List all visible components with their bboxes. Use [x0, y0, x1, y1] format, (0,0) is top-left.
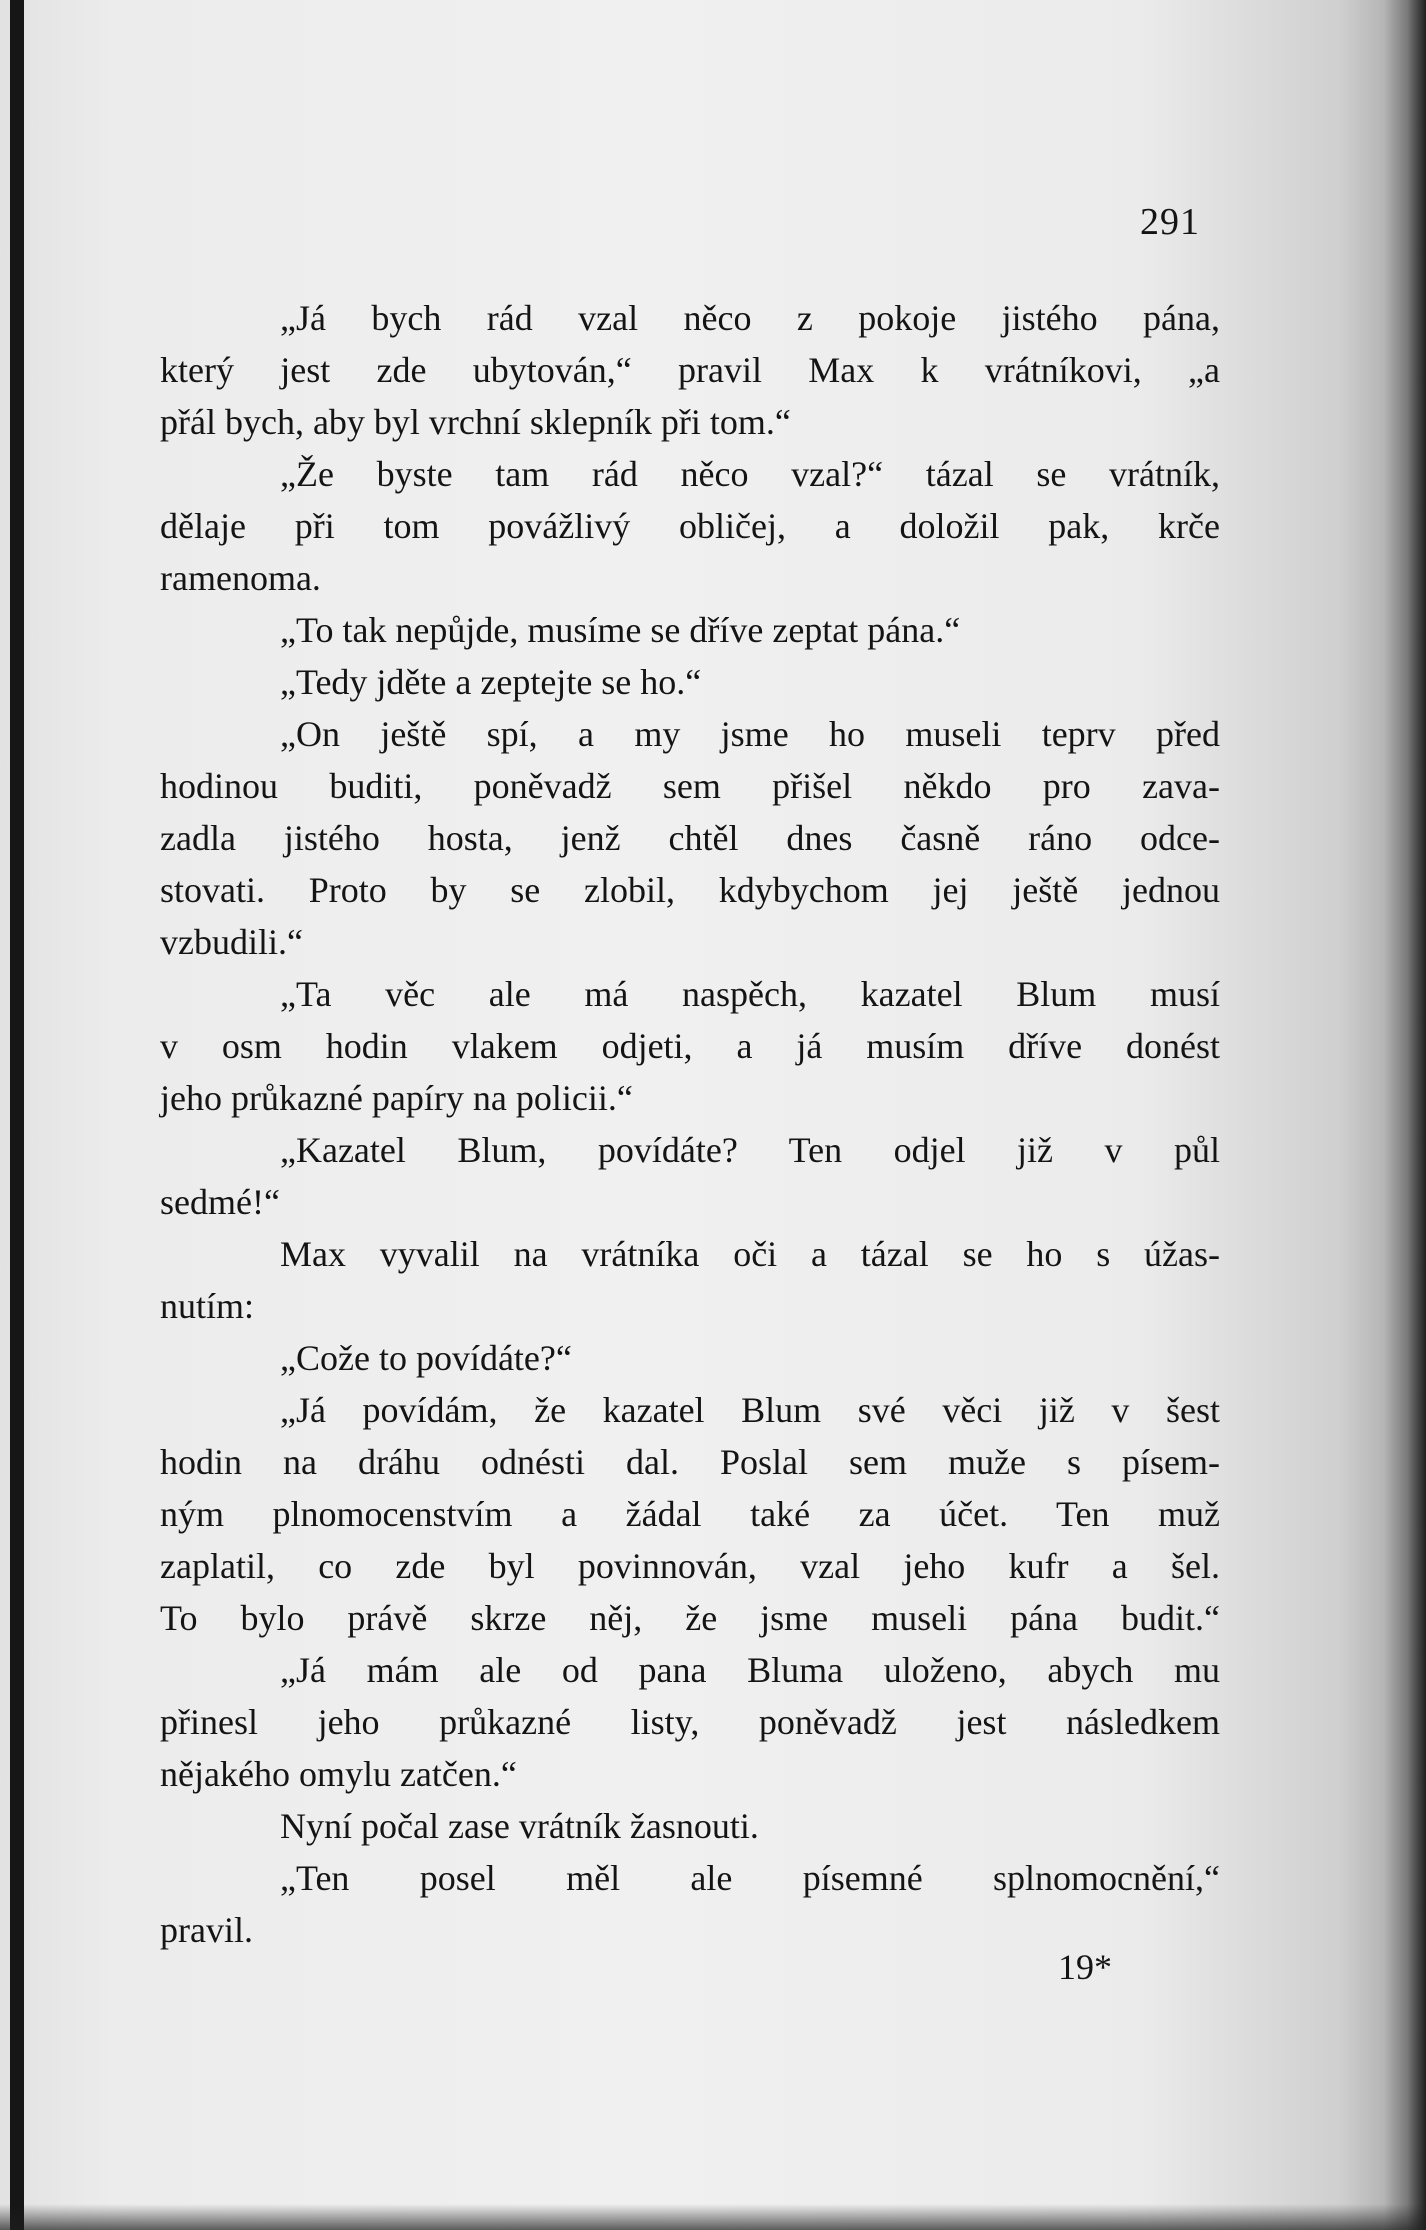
text-line: zaplatil, co zde byl povinnován, vzal jeho kufr a šel.: [160, 1546, 1220, 1586]
page-spine-shadow: [10, 0, 24, 2230]
text-line: stovati. Proto by se zlobil, kdybychom jej ještě jednou: [160, 870, 1220, 910]
text-line: Nyní počal zase vrátník žasnouti.: [280, 1806, 759, 1846]
text-line: pravil.: [160, 1910, 253, 1950]
page-edge-shadow: [1384, 0, 1426, 2230]
text-line: ramenoma.: [160, 558, 321, 598]
text-line: „Já povídám, že kazatel Blum své věci již v šest: [280, 1390, 1220, 1430]
text-line: „Cože to povídáte?“: [280, 1338, 572, 1378]
text-line: hodinou buditi, poněvadž sem přišel někdo pro zava-: [160, 766, 1220, 806]
text-line: „Tedy jděte a zeptejte se ho.“: [280, 662, 702, 702]
text-line: vzbudili.“: [160, 922, 303, 962]
text-line: v osm hodin vlakem odjeti, a já musím dříve donést: [160, 1026, 1220, 1066]
text-line: zadla jistého hosta, jenž chtěl dnes časně ráno odce-: [160, 818, 1220, 858]
text-line: nutím:: [160, 1286, 255, 1326]
text-line: ným plnomocenstvím a žádal také za účet. Ten muž: [160, 1494, 1220, 1534]
signature-mark: 19*: [1058, 1947, 1112, 1987]
text-line: Max vyvalil na vrátníka oči a tázal se ho s úžas-: [280, 1234, 1220, 1274]
text-line: dělaje při tom povážlivý obličej, a doložil pak, krče: [160, 506, 1220, 546]
text-line: „On ještě spí, a my jsme ho museli teprv před: [280, 714, 1220, 754]
text-line: „Že byste tam rád něco vzal?“ tázal se vrátník,: [280, 454, 1220, 494]
page-number: 291: [1140, 201, 1200, 243]
text-line: hodin na dráhu odnésti dal. Poslal sem muže s písem-: [160, 1442, 1220, 1482]
text-line: „To tak nepůjde, musíme se dříve zeptat pána.“: [280, 610, 961, 650]
text-line: jeho průkazné papíry na policii.“: [160, 1078, 633, 1118]
text-line: přál bych, aby byl vrchní sklepník při tom.“: [160, 402, 791, 442]
text-line: nějakého omylu zatčen.“: [160, 1754, 517, 1794]
text-line: „Já mám ale od pana Bluma uloženo, abych mu: [280, 1650, 1220, 1690]
body-text: [160, 292, 1220, 1956]
text-line: přinesl jeho průkazné listy, poněvadž jest následkem: [160, 1702, 1220, 1742]
page-bottom-shadow: [0, 2204, 1426, 2230]
text-line: „Ta věc ale má naspěch, kazatel Blum musí: [280, 974, 1220, 1014]
text-line: který jest zde ubytován,“ pravil Max k vrátníkovi, „a: [160, 350, 1220, 390]
text-line: To bylo právě skrze něj, že jsme museli pána budit.“: [160, 1598, 1220, 1638]
text-line: „Ten posel měl ale písemné splnomocnění,“: [280, 1858, 1220, 1898]
text-line: sedmé!“: [160, 1182, 280, 1222]
text-line: „Kazatel Blum, povídáte? Ten odjel již v půl: [280, 1130, 1220, 1170]
text-line: „Já bych rád vzal něco z pokoje jistého pána,: [280, 298, 1220, 338]
